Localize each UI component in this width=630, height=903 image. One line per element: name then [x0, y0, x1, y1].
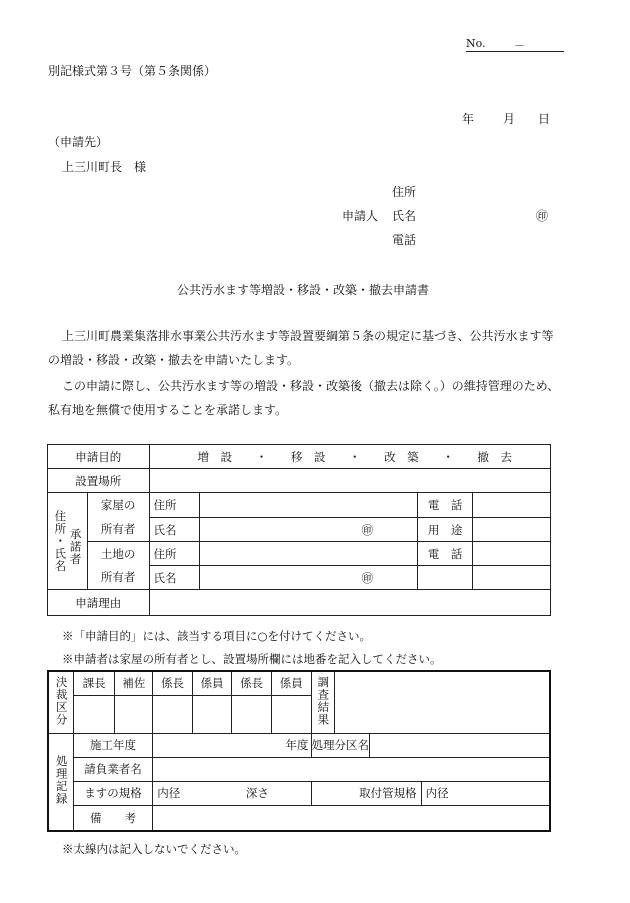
note-2: ※申請者は家屋の所有者とし、設置場所欄には地番を記入してください。	[62, 652, 442, 666]
land-phone-label: 電 話	[418, 542, 473, 566]
form-number: 別記様式第３号（第５条関係）	[48, 64, 217, 78]
decision-label: 決裁区分	[48, 671, 73, 733]
house-name-field[interactable]	[200, 518, 418, 542]
inner-diameter-label: 内径	[157, 786, 181, 800]
land-phone-field[interactable]	[473, 542, 551, 566]
note-1: ※「申請目的」には、該当する項目に○を付けてください。	[62, 629, 372, 643]
stamp-5	[232, 695, 272, 733]
option-rebuild[interactable]: 改 築	[384, 449, 419, 464]
house-phone-field[interactable]	[473, 493, 551, 518]
remarks-label: 備 考	[73, 805, 152, 831]
consent-label	[48, 493, 88, 590]
reason-field[interactable]	[149, 590, 550, 616]
contractor-label: 請負業者名	[73, 757, 152, 781]
reason-label: 申請理由	[48, 590, 150, 616]
addressee-label: （申請先）	[48, 135, 109, 149]
land-owner-a: 土地の	[87, 542, 149, 566]
option-remove[interactable]: 撤 去	[477, 449, 512, 464]
inner-diameter-label-2: 内径	[425, 786, 449, 800]
spec-field	[153, 781, 311, 805]
house-owner-b: 所有者	[87, 518, 149, 542]
stamp-3	[153, 695, 193, 733]
stamp-2	[115, 695, 153, 733]
seal-icon: ㊞	[361, 522, 374, 537]
role-1: 課長	[73, 671, 115, 695]
address-label: 住所	[392, 185, 417, 199]
purpose-options[interactable]: 増 設 ・ 移 設 ・ 改 築 ・ 撤 去	[149, 445, 550, 469]
no-dash: －	[514, 39, 525, 52]
option-extend[interactable]: 増 設	[197, 449, 233, 464]
division-label: 処理分区名	[311, 733, 370, 757]
role-4: 係員	[192, 671, 232, 695]
land-address-field[interactable]	[200, 542, 418, 566]
body-para-1b: の増設・移設・改築・撤去を申請いたします。	[48, 353, 300, 367]
contractor-field	[153, 757, 550, 781]
house-name-label: 氏名	[149, 518, 200, 542]
date-year: 年	[462, 112, 475, 126]
seal-icon: ㊞	[536, 209, 549, 223]
pipe-spec-field	[421, 781, 550, 805]
role-2: 補佐	[115, 671, 153, 695]
applicant-label: 申請人	[342, 209, 379, 223]
name-label: 氏名	[392, 209, 417, 223]
option-relocate[interactable]: 移 設	[290, 449, 326, 464]
record-label: 処理記録	[48, 733, 73, 831]
date-month: 月	[503, 112, 516, 126]
stamp-1	[73, 695, 115, 733]
consent-label-a: 承諾者	[68, 528, 83, 566]
location-field[interactable]	[149, 469, 550, 493]
body-para-1a: 上三川町農業集落排水事業公共汚水ます等設置要綱第５条の規定に基づき、公共汚水ます等	[62, 329, 554, 343]
house-address-label: 住所	[149, 493, 200, 518]
house-owner-a: 家屋の	[87, 493, 149, 518]
survey-field	[334, 671, 550, 733]
usage-field[interactable]	[473, 518, 551, 542]
consent-label-b: 住所・氏名	[53, 509, 68, 573]
land-empty-1	[418, 566, 473, 590]
division-field	[370, 733, 550, 757]
application-table	[47, 444, 551, 616]
date-day: 日	[538, 112, 551, 126]
addressee: 上三川町長 様	[62, 160, 147, 174]
form-number-no	[466, 37, 564, 52]
remarks-field	[153, 805, 550, 831]
pipe-spec-label: 取付管規格	[311, 781, 421, 805]
depth-label: 深さ	[245, 786, 269, 800]
role-6: 係員	[271, 671, 311, 695]
document-title: 公共汚水ます等増設・移設・改築・撤去申請書	[177, 283, 430, 297]
body-para-2a: この申請に際し、公共汚水ます等の増設・移設・改築後（撤去は除く。）の維持管理のため、	[62, 379, 560, 393]
stamp-6	[271, 695, 311, 733]
house-address-field[interactable]	[200, 493, 418, 518]
role-5: 係長	[232, 671, 272, 695]
work-year-label: 施工年度	[73, 733, 152, 757]
land-name-field[interactable]	[200, 566, 418, 590]
office-use-table	[47, 670, 551, 832]
work-year-field: 年度	[153, 733, 311, 757]
role-3: 係長	[153, 671, 193, 695]
spec-label: ますの規格	[73, 781, 152, 805]
no-label: No.	[466, 37, 486, 50]
house-phone-label: 電 話	[418, 493, 473, 518]
location-label: 設置場所	[48, 469, 150, 493]
usage-label: 用 途	[418, 518, 473, 542]
survey-label: 調査結果	[311, 671, 334, 733]
land-address-label: 住所	[149, 542, 200, 566]
land-owner-b: 所有者	[87, 566, 149, 590]
seal-icon: ㊞	[361, 570, 374, 585]
land-name-label: 氏名	[149, 566, 200, 590]
purpose-label: 申請目的	[48, 445, 150, 469]
stamp-4	[192, 695, 232, 733]
note-3: ※太線内は記入しないでください。	[62, 842, 246, 856]
body-para-2b: 私有地を無償で使用することを承諾します。	[48, 403, 288, 417]
phone-label: 電話	[392, 233, 417, 247]
land-empty-2	[473, 566, 551, 590]
